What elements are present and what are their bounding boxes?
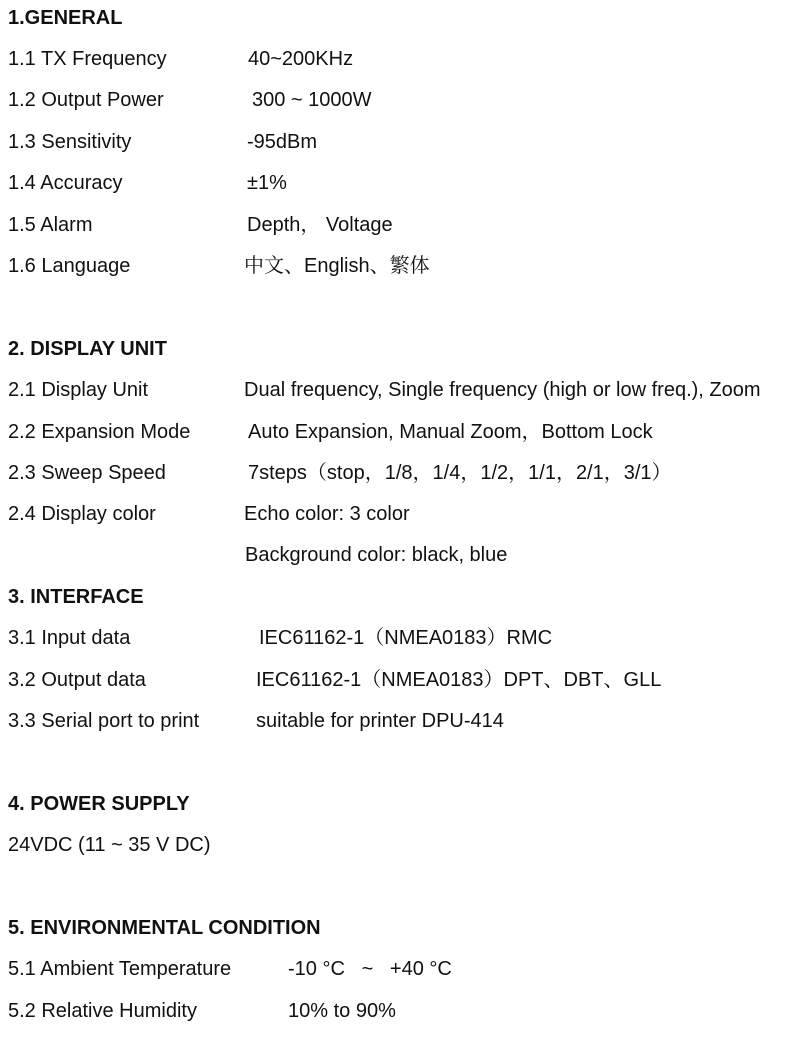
spec-label: 2.2 Expansion Mode (8, 421, 191, 443)
spec-value: 10% to 90% (288, 1000, 396, 1022)
spec-label: 3.2 Output data (8, 669, 146, 691)
spec-value: Depth， Voltage (247, 214, 393, 236)
spec-value: Echo color: 3 color (244, 503, 410, 525)
spec-value: Dual frequency, Single frequency (high or low freq.), Zoom (244, 379, 761, 401)
spec-value: ±1% (247, 172, 287, 194)
spec-label: 1.1 TX Frequency (8, 48, 167, 70)
spec-value: 7steps（stop，1/8，1/4，1/2，1/1，2/1，3/1） (248, 462, 672, 484)
spec-label: 3.1 Input data (8, 627, 131, 649)
spec-label: 5.1 Ambient Temperature (8, 958, 232, 980)
spec-value: 300 ~ 1000W (252, 89, 372, 111)
spec-label: 3.3 Serial port to print (8, 710, 200, 732)
environment-heading: 5. ENVIRONMENTAL CONDITION (8, 917, 321, 939)
spec-value: IEC61162-1（NMEA0183）DPT、DBT、GLL (256, 669, 662, 691)
spec-value: Background color: black, blue (245, 544, 508, 566)
spec-value: -10 °C ~ +40 °C (288, 958, 452, 980)
spec-value: 中文、English、繁体 (244, 255, 430, 277)
spec-label: 1.2 Output Power (8, 89, 164, 111)
spec-value: -95dBm (247, 131, 318, 153)
spec-label: 1.6 Language (8, 255, 131, 277)
spec-value: suitable for printer DPU-414 (256, 710, 504, 732)
spec-value: Auto Expansion, Manual Zoom，Bottom Lock (248, 421, 653, 443)
spec-label: 2.3 Sweep Speed (8, 462, 166, 484)
spec-label: 1.4 Accuracy (8, 172, 123, 194)
spec-label: 1.3 Sensitivity (8, 131, 132, 153)
interface-heading: 3. INTERFACE (8, 586, 144, 608)
display-unit-heading: 2. DISPLAY UNIT (8, 338, 167, 360)
general-heading: 1.GENERAL (8, 7, 123, 29)
spec-value: 40~200KHz (248, 48, 354, 70)
power-supply-text: 24VDC (11 ~ 35 V DC) (8, 834, 211, 856)
spec-value: IEC61162-1（NMEA0183）RMC (259, 627, 553, 649)
spec-label: 2.1 Display Unit (8, 379, 149, 401)
spec-label: 2.4 Display color (8, 503, 156, 525)
spec-label: 5.2 Relative Humidity (8, 1000, 197, 1022)
power-supply-heading: 4. POWER SUPPLY (8, 793, 190, 815)
spec-label: 1.5 Alarm (8, 214, 93, 236)
